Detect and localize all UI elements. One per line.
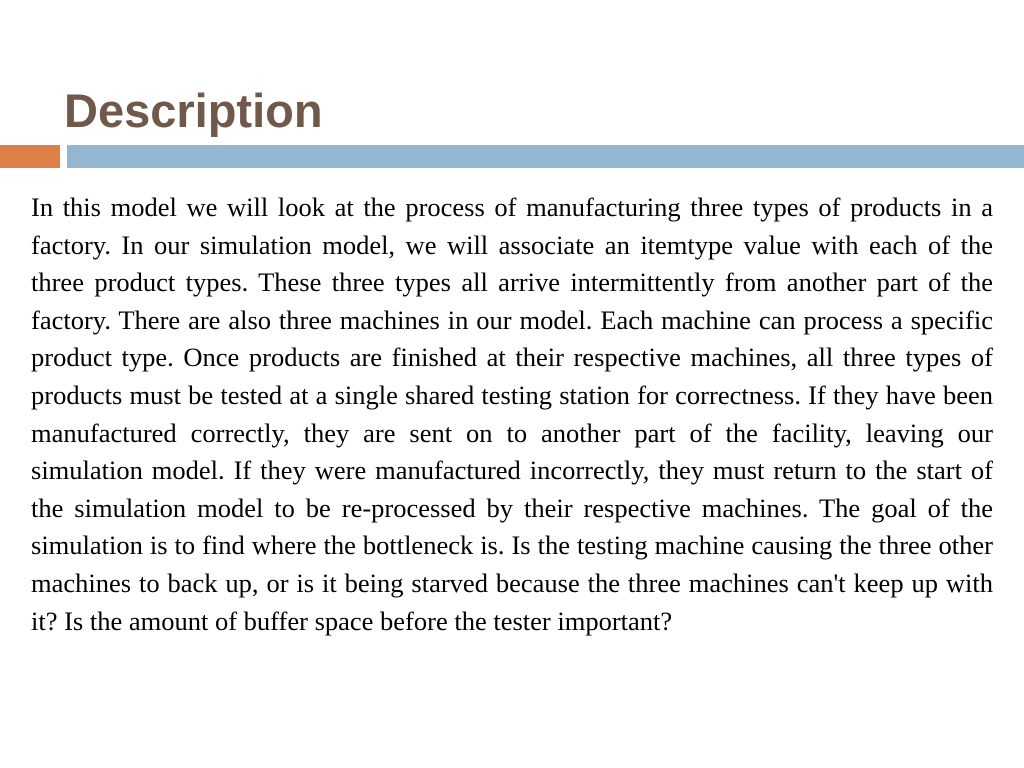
slide-title: Description: [64, 84, 323, 137]
accent-bar-orange: [0, 145, 60, 168]
description-paragraph: In this model we will look at the process of manufacturing three types of products in a factory. In our simulation model, we will associate an itemtype value with each of the three product types. These three types all arrive intermittently from another part of the factory. There are also three machines in our model. Each machine can process a specific product type. Once products are finished at their respective machines, all three types of products must be tested at a single shared testing station for correctness. If they have been manufactured correctly, they are sent on to another part of the facility, leaving our simulation model. If they were manufactured incorrectly, they must return to the start of the simulation model to be re-processed by their respective machines. The goal of the simulation is to find where the bottleneck is. Is the testing machine causing the three other machines to back up, or is it being starved because the three machines can't keep up with it? Is the amount of buffer space before the tester important?: [31, 192, 993, 636]
accent-bar-blue: [67, 145, 1024, 168]
